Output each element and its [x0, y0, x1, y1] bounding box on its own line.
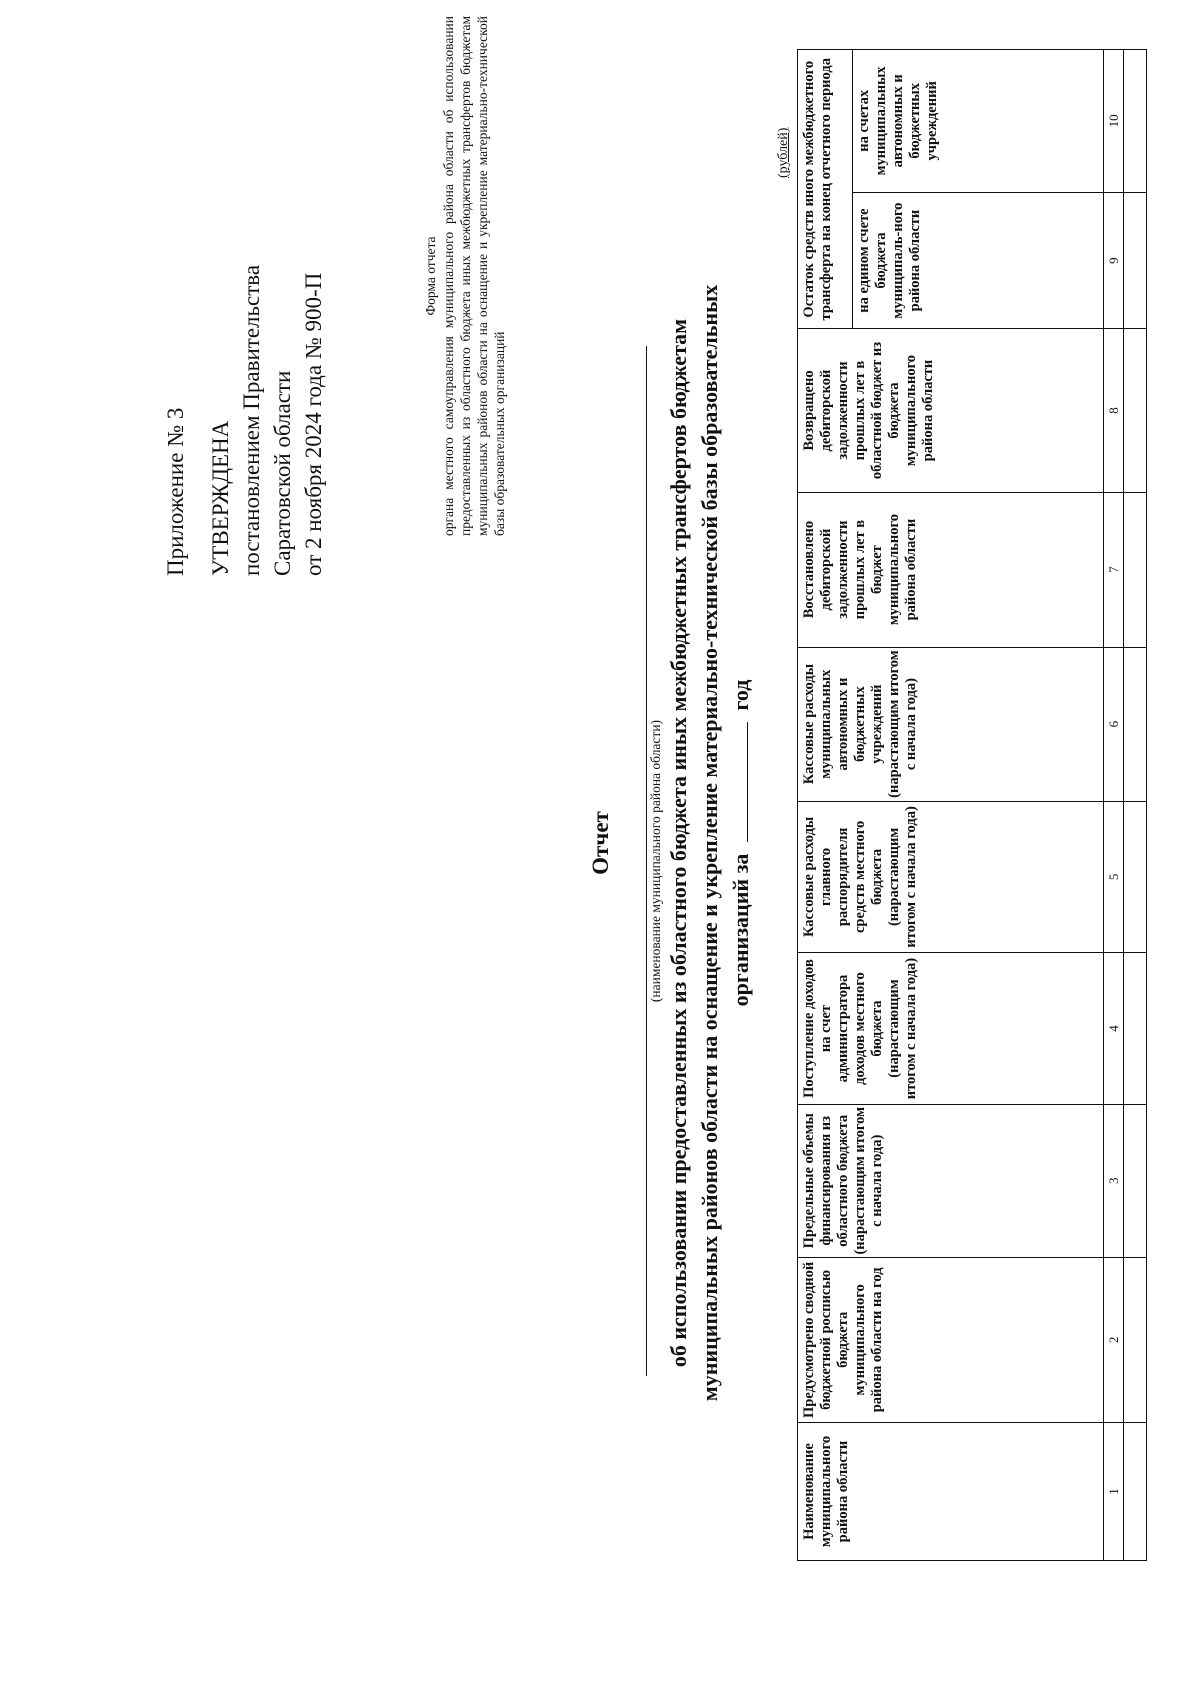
- header-income-receipts: Поступление доходов на счет администратора доходов местного бюджета (нарастающим итогом с начала года): [798, 953, 1104, 1105]
- report-subtitle-line-3: [725, 40, 756, 1646]
- report-table: [797, 49, 1147, 1561]
- report-subtitle-line-1: об использовании предоставленных из областного бюджета иных межбюджетных трансфертов бюджетам: [666, 318, 691, 1368]
- table-cell[interactable]: [1124, 647, 1147, 801]
- header-balance-institution-accounts: на счетах муниципальных автономных и бюджетных учреждений: [853, 50, 1104, 193]
- table-cell[interactable]: [1124, 801, 1147, 953]
- column-number: 4: [1104, 953, 1124, 1105]
- table-cell[interactable]: [1124, 1423, 1147, 1561]
- currency-unit: (рублей): [776, 127, 791, 178]
- region-name-line: [646, 346, 647, 1376]
- header-region-name: Наименование муниципального района области: [798, 1423, 1104, 1561]
- column-number: 9: [1104, 192, 1124, 329]
- column-number: 8: [1104, 329, 1124, 492]
- header-restored-receivables: Восстановлено дебиторской задолженности прошлых лет в бюджет муниципального района области: [798, 492, 1104, 647]
- header-cash-expenses-manager: Кассовые расходы главного распорядителя средств местного бюджета (нарастающим итогом с начала года): [798, 801, 1104, 953]
- report-title: Отчет: [588, 811, 613, 875]
- approval-line-1: постановлением Правительства: [239, 264, 264, 576]
- column-number: 10: [1104, 50, 1124, 193]
- form-text: органа местного самоуправления муниципального района области об использовании предоставленных из областного бюджета иных межбюджетных трансфертов бюджетам муниципальных районов области на оснащение и укрепление материально-технической базы образовательных организаций: [441, 16, 507, 536]
- header-balance-single-account: на едином счете бюджета муниципаль-ного района области: [853, 192, 1104, 329]
- column-number: 1: [1104, 1423, 1124, 1561]
- header-funding-limits: Предельные объемы финансирования из областного бюджета (нарастающим итогом с начала года): [798, 1104, 1104, 1257]
- approved-label: УТВЕРЖДЕНА: [208, 420, 233, 576]
- table-cell[interactable]: [1124, 192, 1147, 329]
- table-cell[interactable]: [1124, 953, 1147, 1105]
- table-cell[interactable]: [1124, 329, 1147, 492]
- table-cell[interactable]: [1124, 1104, 1147, 1257]
- report-subtitle-line-3-end: год: [728, 679, 753, 711]
- table-row: [1124, 50, 1147, 1561]
- report-subtitle-line-2: муниципальных районов области на оснащение и укрепление материально-технической базы образовательных: [697, 284, 722, 1402]
- form-description: [422, 16, 508, 536]
- form-label: Форма отчета: [423, 236, 438, 316]
- table-cell[interactable]: [1124, 492, 1147, 647]
- region-name-hint: (наименование муниципального района области): [648, 719, 663, 1003]
- header-remaining-balance: Остаток средств иного межбюджетного трансферта на конец отчетного периода: [798, 50, 853, 329]
- column-number: 6: [1104, 647, 1124, 801]
- column-number: 2: [1104, 1257, 1124, 1422]
- header-returned-receivables: Возвращено дебиторской задолженности прошлых лет в областной бюджет из бюджета муниципального района области: [798, 329, 1104, 492]
- approval-line-2: Саратовской области: [270, 370, 295, 576]
- table-cell[interactable]: [1124, 50, 1147, 193]
- column-number: 3: [1104, 1104, 1124, 1257]
- header-cash-expenses-institutions: Кассовые расходы муниципальных автономных и бюджетных учреждений (нарастающим итогом с начала года): [798, 647, 1104, 801]
- year-blank-field[interactable]: [727, 722, 748, 842]
- column-number: 5: [1104, 801, 1124, 953]
- appendix-approval-block: [160, 56, 329, 576]
- approval-line-3: от 2 ноября 2024 года № 900-П: [301, 272, 326, 576]
- appendix-title: Приложение № 3: [163, 407, 188, 576]
- column-number: 7: [1104, 492, 1124, 647]
- table-cell[interactable]: [1124, 1257, 1147, 1422]
- report-subtitle: [663, 40, 756, 1646]
- header-planned-budget: Предусмотрено сводной бюджетной росписью бюджета муниципального района области на год: [798, 1257, 1104, 1422]
- report-subtitle-line-3-start: организаций за: [728, 853, 753, 1007]
